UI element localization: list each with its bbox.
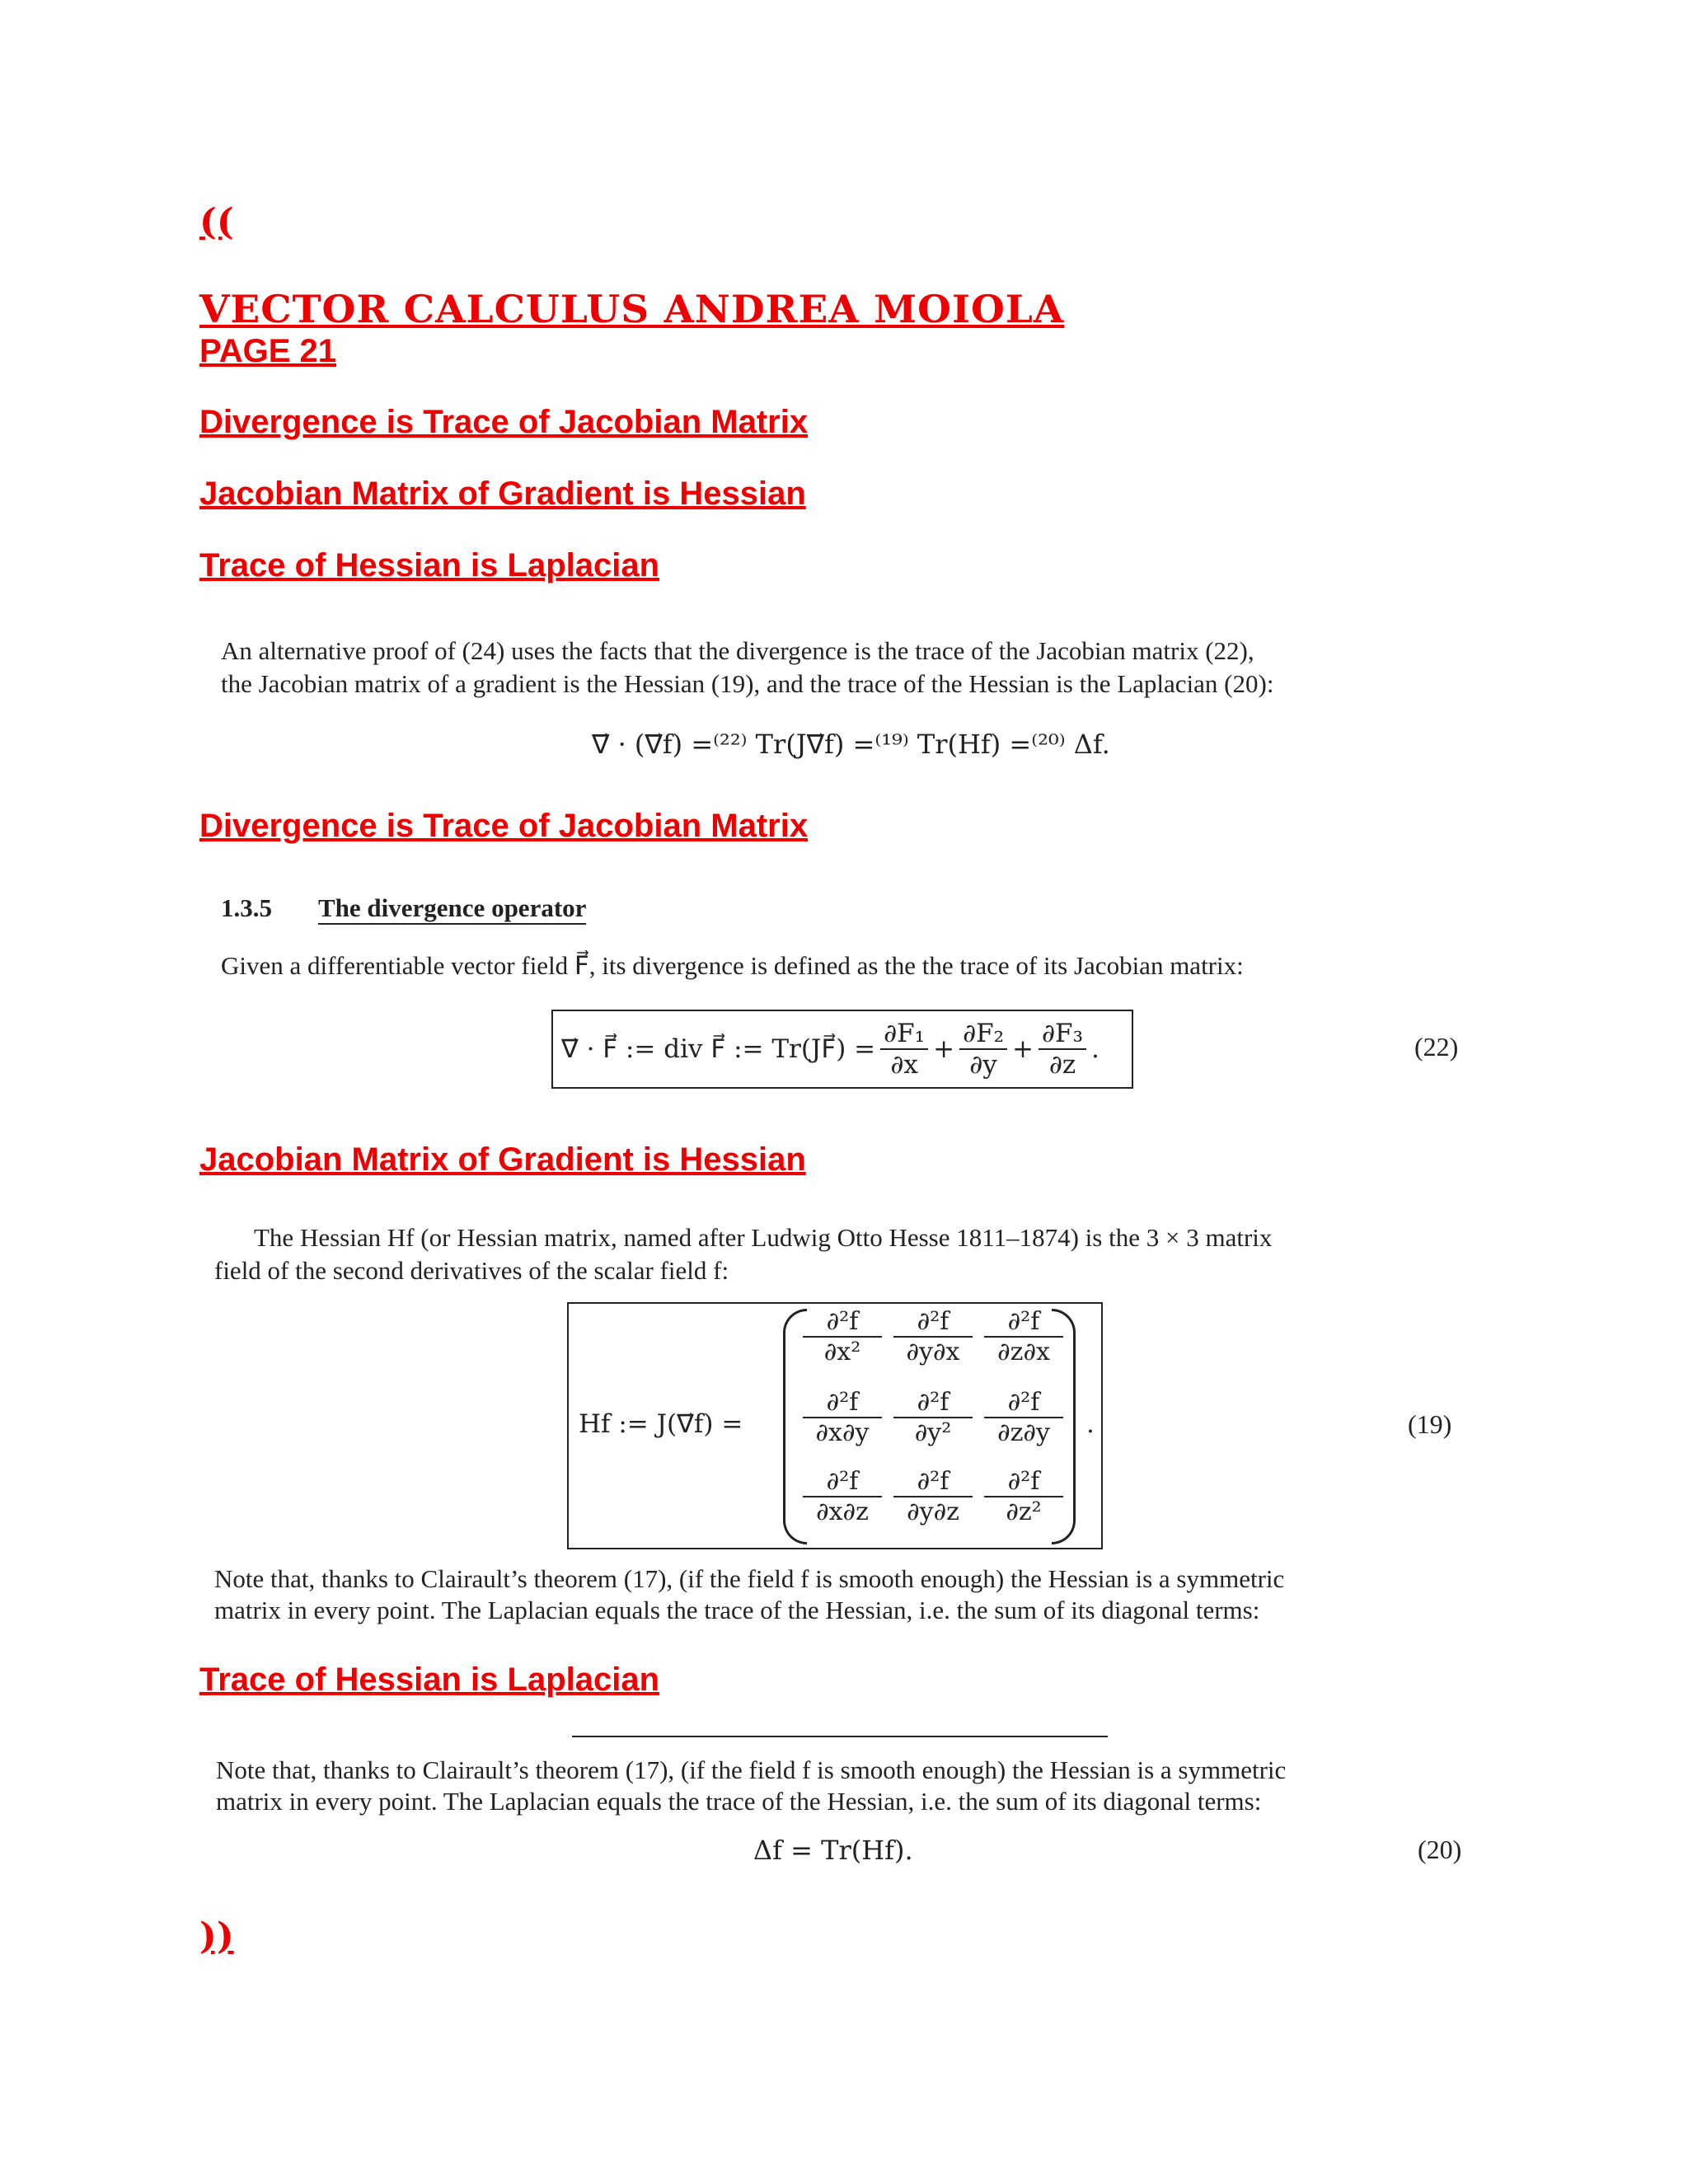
matrix-cell-1-2: ∂²f ∂y∂x	[884, 1307, 982, 1366]
matrix-cell-2-3: ∂²f ∂z∂y	[974, 1388, 1073, 1447]
hessian-eq-lhs: Hf := J(∇⃗f) =	[579, 1409, 743, 1439]
fraction-dF2-dy: $\frac{\text{∂F₂}}{\partial y}$	[959, 1019, 1007, 1080]
close-quote: ))	[199, 1915, 234, 1957]
intro-line-2: the Jacobian matrix of a gradient is the Hessian (19), and the trace of the Hessian is the Laplacian (20):	[221, 669, 1274, 698]
heading-jacobian-hessian: Jacobian Matrix of Gradient is Hessian	[199, 476, 806, 512]
heading-divergence-trace: Divergence is Trace of Jacobian Matrix	[199, 404, 809, 440]
heading-divergence-trace-2: Divergence is Trace of Jacobian Matrix	[199, 808, 809, 844]
divergence-equation-box	[551, 1010, 1133, 1089]
open-quote: ((	[199, 201, 234, 243]
document-title: VECTOR CALCULUS ANDREA MOIOLA	[199, 287, 1065, 331]
divergence-text: Given a differentiable vector field F⃗, its divergence is defined as the the trace of its Jacobian matrix:	[221, 951, 1244, 980]
plus-sign: +	[1012, 1034, 1034, 1064]
divergence-equation	[561, 1011, 1100, 1087]
intro-equation: ∇⃗ · (∇⃗f) =⁽²²⁾ Tr(J∇⃗f) =⁽¹⁹⁾ Tr(Hf) =⁽²⁰⁾ Δf.	[592, 729, 1110, 760]
heading-trace-laplacian: Trace of Hessian is Laplacian	[199, 547, 660, 583]
fraction-dF3-dz: $\frac{\text{∂F₃}}{\partial z}$	[1039, 1019, 1086, 1080]
matrix-cell-2-2: ∂²f ∂y²	[884, 1388, 982, 1447]
hessian-note-2: matrix in every point. The Laplacian equals the trace of the Hessian, i.e. the sum of its diagonal terms:	[214, 1596, 1260, 1624]
intro-line-1: An alternative proof of (24) uses the facts that the divergence is the trace of the Jacobian matrix (22),	[221, 636, 1254, 665]
section-title: The divergence operator	[318, 893, 586, 925]
period: .	[1091, 1034, 1100, 1064]
equation-number-22: (22)	[1414, 1032, 1459, 1062]
matrix-cell-3-2: ∂²f ∂y∂z	[884, 1467, 982, 1526]
matrix-cell-1-1: ∂²f ∂x²	[793, 1307, 892, 1366]
plus-sign: +	[933, 1034, 955, 1064]
section-number: 1.3.5	[221, 893, 272, 922]
laplacian-equation: Δf = Tr(Hf).	[753, 1835, 913, 1866]
hessian-line-1: The Hessian Hf (or Hessian matrix, named after Ludwig Otto Hesse 1811–1874) is the 3 × 3 matrix	[254, 1223, 1273, 1252]
hessian-note-1: Note that, thanks to Clairault’s theorem (17), (if the field f is smooth enough) the Hessian is a symmetric	[214, 1564, 1285, 1593]
fraction-dF1-dx: $\frac{\text{∂F₁}}{\partial x}$	[880, 1019, 928, 1080]
heading-trace-laplacian-2: Trace of Hessian is Laplacian	[199, 1661, 660, 1698]
matrix-cell-3-3: ∂²f ∂z²	[974, 1467, 1073, 1526]
equation-number-20: (20)	[1418, 1835, 1462, 1864]
matrix-cell-1-3: ∂²f ∂z∂x	[974, 1307, 1073, 1366]
equation-number-19: (19)	[1408, 1409, 1452, 1439]
laplacian-note-1: Note that, thanks to Clairault’s theorem (17), (if the field f is smooth enough) the Hessian is a symmetric	[216, 1755, 1287, 1784]
heading-jacobian-hessian-2: Jacobian Matrix of Gradient is Hessian	[199, 1141, 806, 1178]
period: .	[1086, 1409, 1095, 1439]
page-label: PAGE 21	[199, 333, 336, 369]
divergence-eq-lhs: ∇⃗ · F⃗ := div F⃗ := Tr(JF⃗) =	[561, 1034, 876, 1064]
matrix-cell-2-1: ∂²f ∂x∂y	[793, 1388, 892, 1447]
divider-line	[572, 1736, 1108, 1737]
matrix-cell-3-1: ∂²f ∂x∂z	[793, 1467, 892, 1526]
hessian-equation-box	[567, 1302, 1103, 1549]
hessian-line-2: field of the second derivatives of the scalar field f:	[214, 1256, 729, 1285]
laplacian-note-2: matrix in every point. The Laplacian equals the trace of the Hessian, i.e. the sum of its diagonal terms:	[216, 1787, 1262, 1816]
